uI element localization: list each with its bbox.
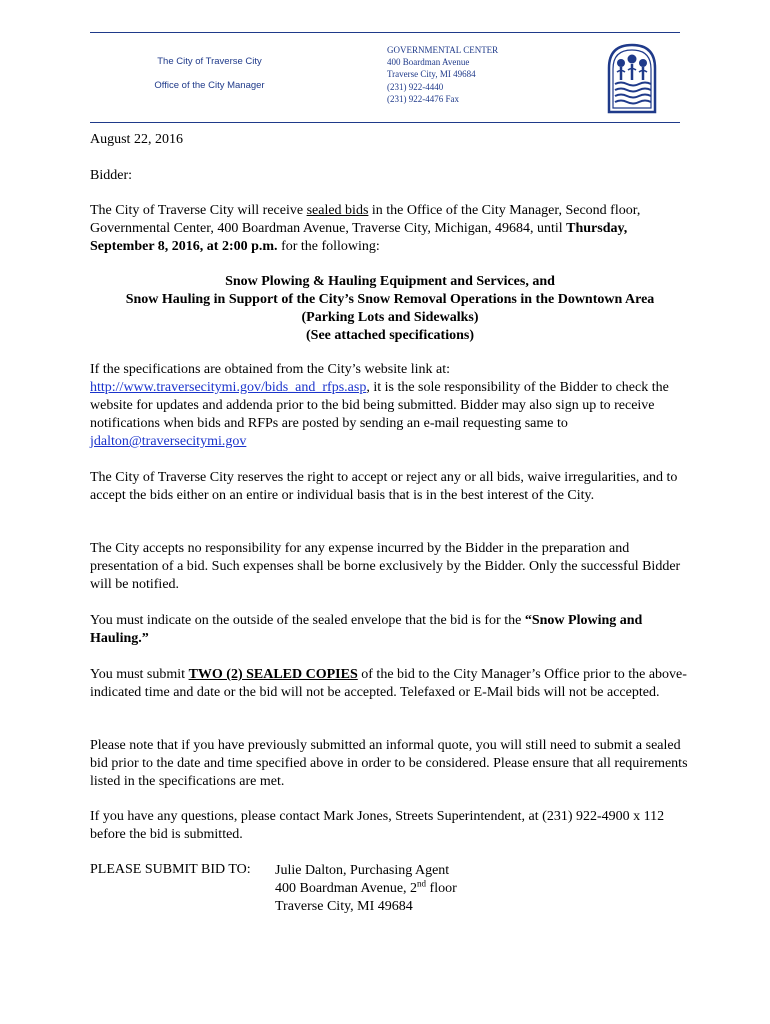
header-rule-top — [90, 32, 680, 33]
salutation: Bidder: — [90, 168, 132, 183]
bid-title — [80, 273, 700, 345]
letterhead-phone: (231) 922-4440 — [387, 81, 444, 92]
reserve-paragraph: The City of Traverse City reserves the right to accept or reject any or all bids, waive irregularities, and to accept the bids either on an entire or individual basis that is in the best interest of the City. — [90, 470, 678, 503]
expense-paragraph: The City accepts no responsibility for any expense incurred by the Bidder in the preparation and presentation of a bid. Such expenses shall be borne exclusively by the Bidder. Only the successful Bidder will be notified. — [90, 541, 681, 592]
bid-title-line3: (Parking Lots and Sidewalks) — [301, 310, 479, 325]
letterhead-citystate: Traverse City, MI 49684 — [387, 69, 476, 80]
questions-paragraph: If you have any questions, please contact Mark Jones, Streets Superintendent, at (231) 922-4900 x 112 before the bid is submitted. — [90, 809, 665, 842]
bid-deadline: Thursday, September 8, 2016, at 2:00 p.m. — [90, 221, 628, 254]
intro-text-b: in the Office of the City Manager, Second floor, Governmental Center, 400 Boardman Avenue, Traverse City, Michigan, 49684, until — [90, 203, 641, 236]
copies-count: TWO (2) SEALED COPIES — [188, 667, 358, 682]
letterhead-street: 400 Boardman Avenue — [387, 57, 470, 68]
bid-title-line4: (See attached specifications) — [306, 328, 474, 343]
city-seal-icon — [606, 42, 658, 114]
envelope-text-a: You must indicate on the outside of the sealed envelope that the bid is for the — [90, 613, 525, 628]
letterhead-address — [387, 44, 567, 105]
email-link[interactable]: jdalton@traversecitymi.gov — [90, 434, 247, 449]
intro-text-c: for the following: — [277, 239, 380, 254]
letterhead-city: The City of Traverse City — [157, 56, 262, 67]
submit-street-b: floor — [426, 881, 457, 896]
envelope-bid-name: “Snow Plowing and Hauling.” — [90, 613, 643, 646]
specs-text-b: , it is the sole responsibility of the Bidder to check the website for updates and addenda prior to the bid being submitted. Bidder may also sign up to receive notifications when bids and RFPs are posted by sending an e-mail requesting same to — [90, 380, 669, 431]
copies-text-a: You must submit — [90, 667, 189, 682]
submit-name: Julie Dalton, Purchasing Agent — [275, 863, 450, 878]
intro-sealed-bids: sealed bids — [306, 203, 369, 218]
envelope-paragraph — [90, 612, 690, 648]
letterhead-fax: (231) 922-4476 Fax — [387, 93, 459, 104]
submit-address — [275, 862, 457, 916]
submit-street — [275, 880, 457, 898]
submit-street-a: 400 Boardman Avenue, 2 — [275, 881, 418, 896]
specs-text-a: If the specifications are obtained from the City’s website link at: — [90, 362, 451, 377]
specs-paragraph — [90, 361, 690, 451]
specs-website-link[interactable]: http://www.traversecitymi.gov/bids_and_rfps.asp — [90, 380, 367, 395]
bid-title-line1: Snow Plowing & Hauling Equipment and Services, and — [225, 274, 555, 289]
bid-title-line2: Snow Hauling in Support of the City’s Snow Removal Operations in the Downtown Area — [125, 292, 655, 307]
intro-paragraph — [90, 202, 690, 256]
copies-text-c: of the bid to the City Manager’s Office prior to the above-indicated time and date or the bid will not be accepted. Telefaxed or E-Mail bids will not be accepted. — [90, 667, 687, 700]
header-rule-bottom — [90, 122, 680, 123]
informal-paragraph: Please note that if you have previously submitted an informal quote, you will still need to submit a sealed bid prior to the date and time specified above in order to be considered. Please ensure that all requirements listed in the specifications are met. — [90, 738, 688, 789]
intro-text-a: The City of Traverse City will receive — [90, 203, 307, 218]
submit-label: PLEASE SUBMIT BID TO: — [90, 862, 251, 877]
copies-paragraph — [90, 666, 690, 702]
letter-date: August 22, 2016 — [90, 132, 183, 147]
submit-street-sup: nd — [417, 878, 427, 889]
submit-citystate: Traverse City, MI 49684 — [275, 899, 413, 914]
letterhead-office: Office of the City Manager — [154, 80, 265, 91]
letterhead-center-name: GOVERNMENTAL CENTER — [387, 45, 499, 55]
